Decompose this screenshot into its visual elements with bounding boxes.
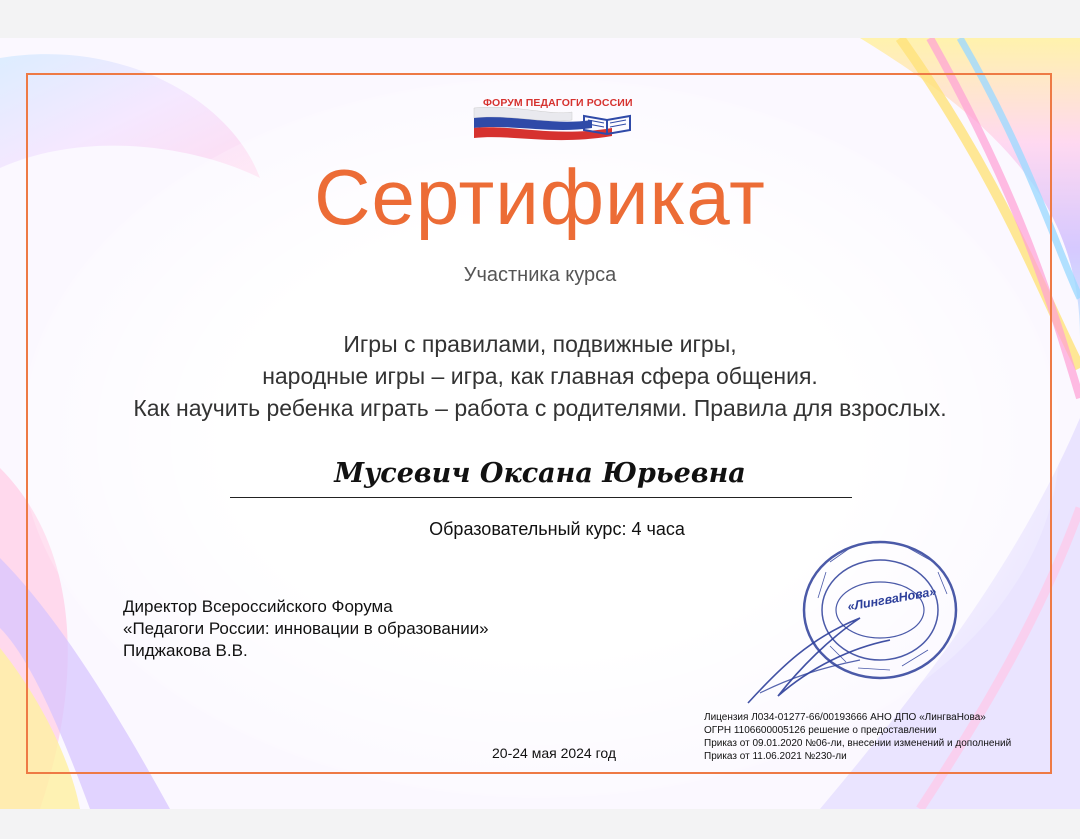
certificate-page (0, 38, 1080, 809)
certificate-title: Сертификат (314, 153, 766, 241)
license-line: Приказ от 09.01.2020 №06-ли, внесении изменений и дополнений (704, 738, 1012, 749)
license-line: Лицензия Л034-01277-66/00193666 АНО ДПО «ЛингваНова» (704, 712, 986, 723)
license-info (704, 711, 1011, 763)
forum-logo (472, 94, 634, 144)
certificate-subtitle: Участника курса (463, 264, 617, 286)
director-line: «Педагоги России: инновации в образовании» (123, 619, 489, 638)
stamp-center-text: «ЛингваНова» (846, 584, 938, 614)
recipient-name: Мусевич Оксана Юрьевна (334, 458, 746, 489)
license-line: ОГРН 1106600005126 решение о предоставлении (704, 725, 937, 736)
course-title (0, 328, 1080, 424)
certificate-date: 20-24 мая 2024 год (492, 745, 617, 761)
director-signature-block (123, 596, 489, 662)
course-line: Как научить ребенка играть – работа с родителями. Правила для взрослых. (133, 395, 947, 421)
director-line: Пиджакова В.В. (123, 641, 248, 660)
director-line: Директор Всероссийского Форума (123, 597, 393, 616)
organization-stamp (740, 528, 980, 708)
course-line: народные игры – игра, как главная сфера общения. (262, 363, 818, 389)
course-line: Игры с правилами, подвижные игры, (343, 331, 737, 357)
stamp-seal-icon (740, 528, 980, 708)
logo-text: ФОРУМ ПЕДАГОГИ РОССИИ (483, 97, 633, 109)
course-hours: Образовательный курс: 4 часа (429, 519, 685, 539)
license-line: Приказ от 11.06.2021 №230-ли (704, 751, 847, 762)
name-underline (230, 497, 852, 498)
